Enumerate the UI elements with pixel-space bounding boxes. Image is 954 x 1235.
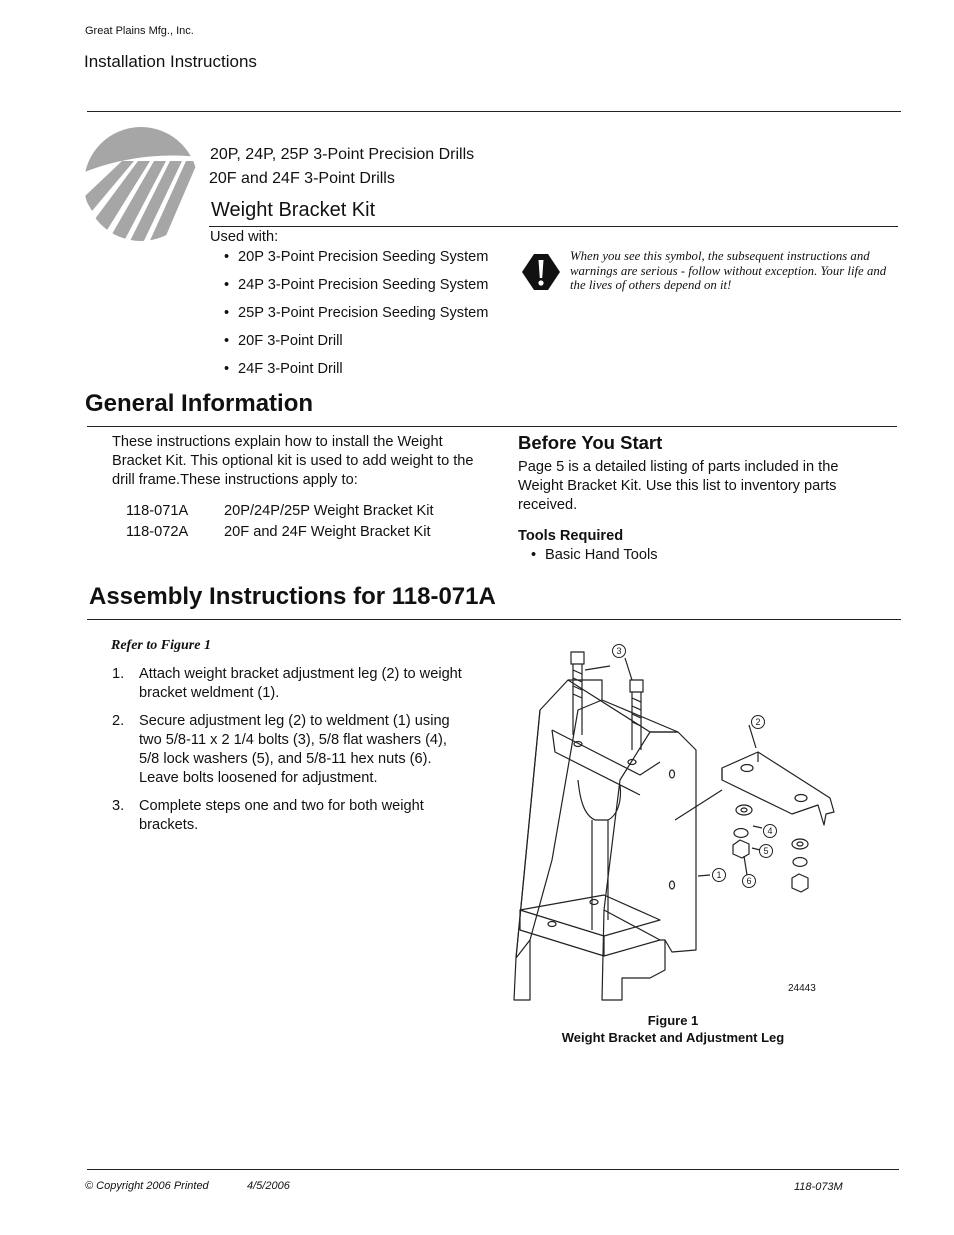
product-line-1: 20P, 24P, 25P 3-Point Precision Drills	[210, 146, 475, 163]
callout-label: 3	[616, 646, 622, 656]
general-info-heading: General Information	[85, 390, 314, 417]
refer-to-figure: Refer to Figure 1	[111, 638, 211, 653]
step-text: Complete steps one and two for both weight brackets.	[139, 798, 424, 833]
list-item: • 20F 3-Point Drill	[222, 332, 522, 351]
list-item: • 24P 3-Point Precision Seeding System	[222, 276, 522, 295]
product-line-2: 20F and 24F 3-Point Drills	[209, 170, 395, 187]
list-item: • Basic Hand Tools	[529, 546, 829, 565]
before-you-start-text: Page 5 is a detailed listing of parts included in the Weight Bracket Kit. Use this list to inventory parts received.	[518, 459, 839, 513]
used-with-label: Used with:	[210, 229, 279, 245]
company-name: Great Plains Mfg., Inc.	[85, 25, 194, 37]
list-item: • 25P 3-Point Precision Seeding System	[222, 304, 522, 323]
header-rule	[87, 111, 901, 112]
document-type: Installation Instructions	[84, 52, 257, 71]
copyright: © Copyright 2006 Printed	[85, 1180, 209, 1192]
kit-part-number: 118-071A	[126, 503, 189, 519]
callout-label: 6	[746, 876, 752, 886]
weight-bracket-figure	[500, 640, 845, 1010]
print-date: 4/5/2006	[247, 1180, 290, 1192]
list-item	[112, 665, 464, 703]
callout-label: 2	[755, 717, 761, 727]
list-item: • 20P 3-Point Precision Seeding System	[222, 248, 522, 267]
step-number: 3.	[112, 798, 125, 814]
tools-list	[529, 546, 829, 565]
kit-description: 20F and 24F Weight Bracket Kit	[224, 524, 431, 540]
kit-description: 20P/24P/25P Weight Bracket Kit	[224, 503, 434, 519]
list-item	[112, 712, 464, 788]
assembly-heading: Assembly Instructions for 118-071A	[89, 583, 496, 610]
kit-title: Weight Bracket Kit	[211, 199, 376, 221]
kit-part-number: 118-072A	[126, 524, 189, 540]
list-item: • 24F 3-Point Drill	[222, 360, 522, 379]
general-info-paragraph: These instructions explain how to install the Weight Bracket Kit. This optional kit is used to add weight to the drill frame.These instructions apply to:	[112, 434, 474, 488]
figure-number: Figure 1	[647, 1013, 699, 1028]
general-info-rule	[87, 426, 897, 427]
tools-required-heading: Tools Required	[518, 528, 624, 544]
assembly-rule	[87, 619, 901, 620]
warning-text: When you see this symbol, the subsequent instructions and warnings are serious - follow without exception. Your life and the lives of others depend on it!	[570, 249, 887, 293]
step-text: Secure adjustment leg (2) to weldment (1) using two 5/8-11 x 2 1/4 bolts (3), 5/8 flat washers (4), 5/8 lock washers (5), and 5/8-11 hex nuts (6). Leave bolts loosened for adjustment.	[139, 713, 450, 786]
list-item	[112, 797, 464, 835]
callout-label: 4	[767, 826, 773, 836]
step-text: Attach weight bracket adjustment leg (2) to weight bracket weldment (1).	[139, 666, 462, 701]
callout-label: 1	[716, 870, 722, 880]
title-rule	[209, 226, 898, 227]
drawing-id: 24443	[788, 983, 816, 994]
used-with-list	[222, 248, 522, 388]
document-number: 118-073M	[794, 1181, 843, 1193]
great-plains-logo	[82, 125, 200, 243]
callout-label: 5	[763, 846, 769, 856]
figure-caption: Weight Bracket and Adjustment Leg	[561, 1030, 785, 1045]
before-you-start-heading: Before You Start	[518, 432, 663, 453]
step-number: 1.	[112, 666, 125, 682]
warning-icon	[519, 251, 563, 293]
assembly-steps	[112, 665, 464, 844]
step-number: 2.	[112, 713, 125, 729]
footer-rule	[87, 1169, 899, 1170]
